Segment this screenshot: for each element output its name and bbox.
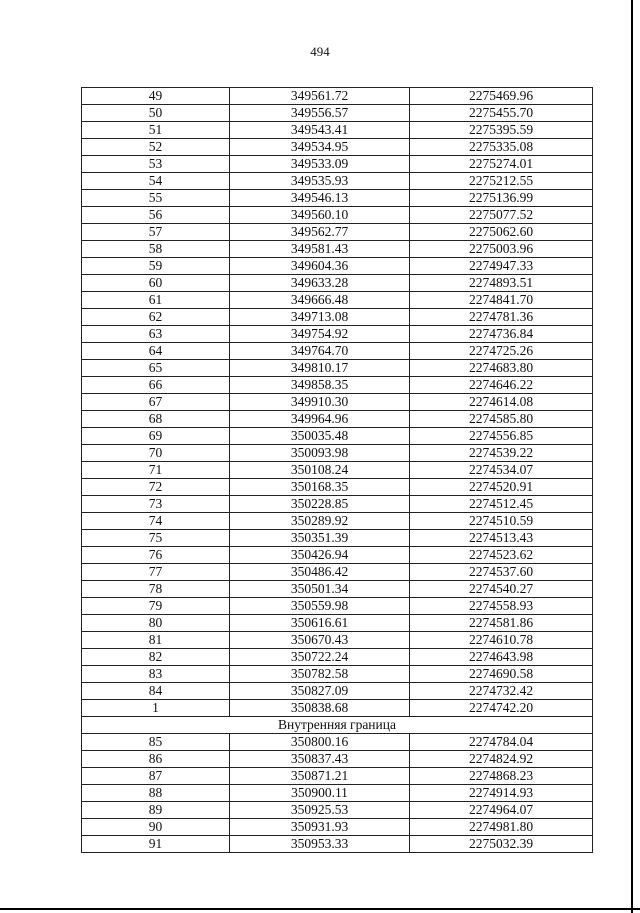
table-row [82, 258, 593, 275]
y-coordinate-cell: 2275077.52 [410, 207, 593, 224]
point-number-cell: 55 [82, 190, 230, 207]
table-row [82, 275, 593, 292]
x-coordinate-cell: 350035.48 [230, 428, 410, 445]
x-coordinate-cell: 350722.24 [230, 649, 410, 666]
x-coordinate-cell: 350782.58 [230, 666, 410, 683]
table-row [82, 768, 593, 785]
x-coordinate-cell: 350616.61 [230, 615, 410, 632]
y-coordinate-cell: 2275003.96 [410, 241, 593, 258]
x-coordinate-cell: 349910.30 [230, 394, 410, 411]
x-coordinate-cell: 350800.16 [230, 734, 410, 751]
y-coordinate-cell: 2274964.07 [410, 802, 593, 819]
x-coordinate-cell: 350426.94 [230, 547, 410, 564]
y-coordinate-cell: 2275455.70 [410, 105, 593, 122]
y-coordinate-cell: 2274513.43 [410, 530, 593, 547]
table-row [82, 105, 593, 122]
table-row [82, 700, 593, 717]
point-number-cell: 80 [82, 615, 230, 632]
inner-boundary-rows [82, 734, 593, 853]
table-row [82, 428, 593, 445]
table-row [82, 122, 593, 139]
table-row [82, 666, 593, 683]
y-coordinate-cell: 2275335.08 [410, 139, 593, 156]
x-coordinate-cell: 350168.35 [230, 479, 410, 496]
point-number-cell: 85 [82, 734, 230, 751]
x-coordinate-cell: 350900.11 [230, 785, 410, 802]
x-coordinate-cell: 349543.41 [230, 122, 410, 139]
point-number-cell: 91 [82, 836, 230, 853]
x-coordinate-cell: 350093.98 [230, 445, 410, 462]
table-row [82, 411, 593, 428]
y-coordinate-cell: 2274581.86 [410, 615, 593, 632]
x-coordinate-cell: 350827.09 [230, 683, 410, 700]
y-coordinate-cell: 2274893.51 [410, 275, 593, 292]
point-number-cell: 67 [82, 394, 230, 411]
x-coordinate-cell: 349964.96 [230, 411, 410, 428]
x-coordinate-cell: 350871.21 [230, 768, 410, 785]
table-row [82, 547, 593, 564]
table-row [82, 530, 593, 547]
point-number-cell: 65 [82, 360, 230, 377]
x-coordinate-cell: 350351.39 [230, 530, 410, 547]
table-row [82, 394, 593, 411]
point-number-cell: 56 [82, 207, 230, 224]
table-row [82, 836, 593, 853]
point-number-cell: 57 [82, 224, 230, 241]
point-number-cell: 50 [82, 105, 230, 122]
x-coordinate-cell: 350670.43 [230, 632, 410, 649]
table-row [82, 785, 593, 802]
x-coordinate-cell: 350931.93 [230, 819, 410, 836]
point-number-cell: 60 [82, 275, 230, 292]
table-row [82, 581, 593, 598]
y-coordinate-cell: 2275062.60 [410, 224, 593, 241]
point-number-cell: 68 [82, 411, 230, 428]
y-coordinate-cell: 2274824.92 [410, 751, 593, 768]
y-coordinate-cell: 2275212.55 [410, 173, 593, 190]
table-row [82, 462, 593, 479]
table-row [82, 819, 593, 836]
x-coordinate-cell: 350838.68 [230, 700, 410, 717]
x-coordinate-cell: 350228.85 [230, 496, 410, 513]
point-number-cell: 90 [82, 819, 230, 836]
point-number-cell: 70 [82, 445, 230, 462]
table-row [82, 751, 593, 768]
y-coordinate-cell: 2274646.22 [410, 377, 593, 394]
y-coordinate-cell: 2274914.93 [410, 785, 593, 802]
y-coordinate-cell: 2274537.60 [410, 564, 593, 581]
point-number-cell: 78 [82, 581, 230, 598]
x-coordinate-cell: 349858.35 [230, 377, 410, 394]
y-coordinate-cell: 2274540.27 [410, 581, 593, 598]
point-number-cell: 89 [82, 802, 230, 819]
x-coordinate-cell: 349533.09 [230, 156, 410, 173]
point-number-cell: 58 [82, 241, 230, 258]
y-coordinate-cell: 2274981.80 [410, 819, 593, 836]
y-coordinate-cell: 2274868.23 [410, 768, 593, 785]
x-coordinate-cell: 350925.53 [230, 802, 410, 819]
x-coordinate-cell: 349560.10 [230, 207, 410, 224]
point-number-cell: 76 [82, 547, 230, 564]
y-coordinate-cell: 2275136.99 [410, 190, 593, 207]
y-coordinate-cell: 2274520.91 [410, 479, 593, 496]
y-coordinate-cell: 2274690.58 [410, 666, 593, 683]
y-coordinate-cell: 2274510.59 [410, 513, 593, 530]
point-number-cell: 86 [82, 751, 230, 768]
x-coordinate-cell: 349556.57 [230, 105, 410, 122]
point-number-cell: 71 [82, 462, 230, 479]
point-number-cell: 61 [82, 292, 230, 309]
x-coordinate-cell: 349534.95 [230, 139, 410, 156]
point-number-cell: 82 [82, 649, 230, 666]
table-row [82, 598, 593, 615]
x-coordinate-cell: 350486.42 [230, 564, 410, 581]
y-coordinate-cell: 2274784.04 [410, 734, 593, 751]
y-coordinate-cell: 2274539.22 [410, 445, 593, 462]
table-row [82, 343, 593, 360]
table-row [82, 649, 593, 666]
y-coordinate-cell: 2274643.98 [410, 649, 593, 666]
point-number-cell: 62 [82, 309, 230, 326]
coordinates-table [81, 87, 593, 853]
y-coordinate-cell: 2275395.59 [410, 122, 593, 139]
outer-boundary-rows [82, 88, 593, 717]
y-coordinate-cell: 2274683.80 [410, 360, 593, 377]
y-coordinate-cell: 2275032.39 [410, 836, 593, 853]
table-row [82, 683, 593, 700]
x-coordinate-cell: 350837.43 [230, 751, 410, 768]
table-row [82, 445, 593, 462]
point-number-cell: 84 [82, 683, 230, 700]
point-number-cell: 74 [82, 513, 230, 530]
table-row [82, 377, 593, 394]
y-coordinate-cell: 2274556.85 [410, 428, 593, 445]
y-coordinate-cell: 2274732.42 [410, 683, 593, 700]
table-row [82, 513, 593, 530]
point-number-cell: 1 [82, 700, 230, 717]
section-header-row [82, 717, 593, 734]
point-number-cell: 88 [82, 785, 230, 802]
page-number: 494 [310, 44, 330, 59]
point-number-cell: 72 [82, 479, 230, 496]
y-coordinate-cell: 2274781.36 [410, 309, 593, 326]
x-coordinate-cell: 349581.43 [230, 241, 410, 258]
point-number-cell: 79 [82, 598, 230, 615]
x-coordinate-cell: 350289.92 [230, 513, 410, 530]
table-row [82, 156, 593, 173]
table-row [82, 173, 593, 190]
table-row [82, 632, 593, 649]
y-coordinate-cell: 2274947.33 [410, 258, 593, 275]
y-coordinate-cell: 2274614.08 [410, 394, 593, 411]
table-row [82, 802, 593, 819]
point-number-cell: 83 [82, 666, 230, 683]
y-coordinate-cell: 2274585.80 [410, 411, 593, 428]
table-row [82, 326, 593, 343]
table-row [82, 496, 593, 513]
table-row [82, 615, 593, 632]
point-number-cell: 75 [82, 530, 230, 547]
table-row [82, 139, 593, 156]
point-number-cell: 51 [82, 122, 230, 139]
table-row [82, 190, 593, 207]
point-number-cell: 64 [82, 343, 230, 360]
point-number-cell: 59 [82, 258, 230, 275]
point-number-cell: 49 [82, 88, 230, 105]
point-number-cell: 69 [82, 428, 230, 445]
point-number-cell: 52 [82, 139, 230, 156]
section-header-group [82, 717, 593, 734]
x-coordinate-cell: 349754.92 [230, 326, 410, 343]
y-coordinate-cell: 2274742.20 [410, 700, 593, 717]
table-row [82, 479, 593, 496]
x-coordinate-cell: 349713.08 [230, 309, 410, 326]
scan-edge-bottom [0, 908, 640, 910]
x-coordinate-cell: 349666.48 [230, 292, 410, 309]
y-coordinate-cell: 2274841.70 [410, 292, 593, 309]
x-coordinate-cell: 349535.93 [230, 173, 410, 190]
table-row [82, 309, 593, 326]
y-coordinate-cell: 2275469.96 [410, 88, 593, 105]
x-coordinate-cell: 349561.72 [230, 88, 410, 105]
section-label: Внутренняя граница [82, 717, 593, 734]
y-coordinate-cell: 2274534.07 [410, 462, 593, 479]
y-coordinate-cell: 2274725.26 [410, 343, 593, 360]
x-coordinate-cell: 350108.24 [230, 462, 410, 479]
y-coordinate-cell: 2274610.78 [410, 632, 593, 649]
point-number-cell: 66 [82, 377, 230, 394]
x-coordinate-cell: 350501.34 [230, 581, 410, 598]
point-number-cell: 63 [82, 326, 230, 343]
x-coordinate-cell: 349810.17 [230, 360, 410, 377]
point-number-cell: 77 [82, 564, 230, 581]
y-coordinate-cell: 2274523.62 [410, 547, 593, 564]
y-coordinate-cell: 2274558.93 [410, 598, 593, 615]
x-coordinate-cell: 350559.98 [230, 598, 410, 615]
point-number-cell: 53 [82, 156, 230, 173]
y-coordinate-cell: 2275274.01 [410, 156, 593, 173]
table-row [82, 224, 593, 241]
point-number-cell: 54 [82, 173, 230, 190]
y-coordinate-cell: 2274736.84 [410, 326, 593, 343]
table-row [82, 564, 593, 581]
y-coordinate-cell: 2274512.45 [410, 496, 593, 513]
x-coordinate-cell: 349562.77 [230, 224, 410, 241]
table-row [82, 207, 593, 224]
x-coordinate-cell: 350953.33 [230, 836, 410, 853]
point-number-cell: 87 [82, 768, 230, 785]
table-row [82, 360, 593, 377]
table-row [82, 241, 593, 258]
table-row [82, 734, 593, 751]
point-number-cell: 81 [82, 632, 230, 649]
x-coordinate-cell: 349546.13 [230, 190, 410, 207]
x-coordinate-cell: 349633.28 [230, 275, 410, 292]
table-row [82, 292, 593, 309]
point-number-cell: 73 [82, 496, 230, 513]
x-coordinate-cell: 349764.70 [230, 343, 410, 360]
x-coordinate-cell: 349604.36 [230, 258, 410, 275]
scan-edge-right [631, 0, 633, 913]
table-row [82, 88, 593, 105]
